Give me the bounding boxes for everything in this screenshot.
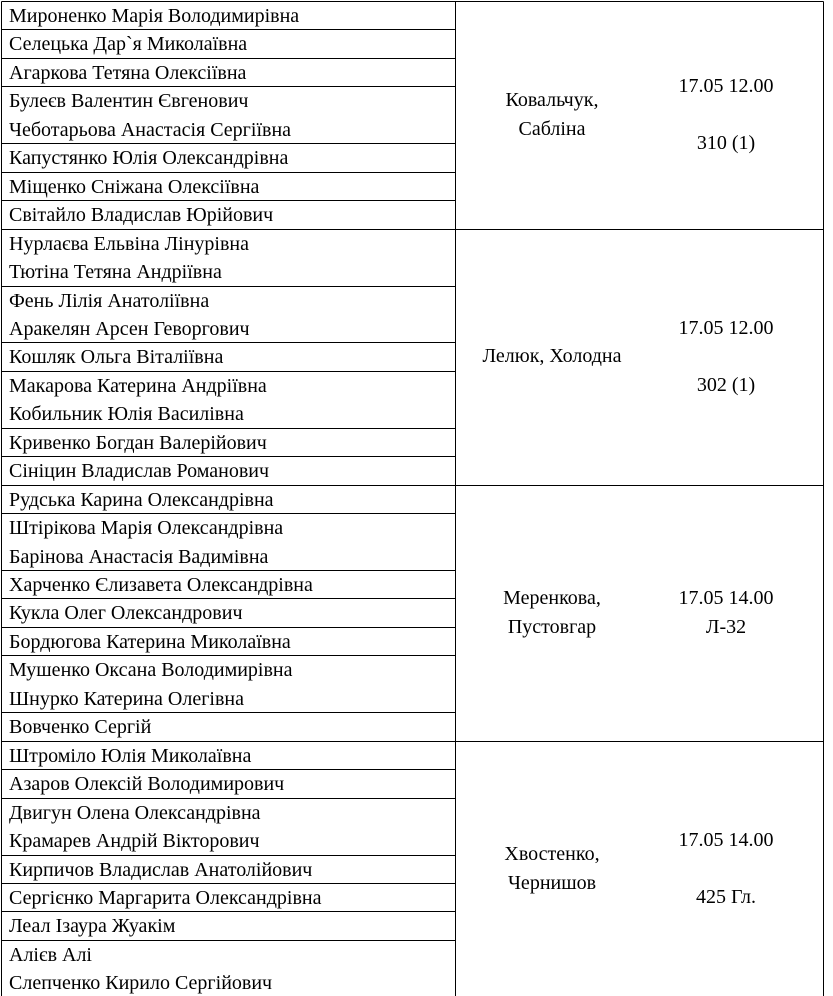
exam-datetime: 17.05 12.00 <box>678 75 774 97</box>
student-name: Нурлаєва Ельвіна Лінурівна <box>9 233 249 255</box>
exam-datetime: 17.05 12.00 <box>678 317 774 339</box>
student-name: Шнурко Катерина Олегівна <box>9 688 244 710</box>
student-name: Чеботарьова Анастасія Сергіївна <box>9 119 292 141</box>
exam-datetime: 17.05 14.00 <box>678 587 774 609</box>
student-name: Кобильник Юлія Василівна <box>9 403 244 425</box>
exam-room: 310 (1) <box>696 132 756 154</box>
student-name: Кошляк Ольга Віталіївна <box>9 346 224 368</box>
student-name: Міщенко Сніжана Олексіївна <box>9 176 260 198</box>
student-name: Крамарев Андрій Вікторович <box>9 830 260 852</box>
exam-room: Л-32 <box>705 616 747 638</box>
teacher-name: Сабліна <box>518 118 586 140</box>
student-name: Харченко Єлизавета Олександрівна <box>9 574 313 596</box>
teacher-name: Меренкова, <box>503 587 601 609</box>
student-name: Кукла Олег Олександрович <box>9 602 243 624</box>
exam-datetime: 17.05 14.00 <box>678 829 774 851</box>
student-name: Бордюгова Катерина Миколаївна <box>9 631 291 653</box>
student-name: Аракелян Арсен Геворгович <box>9 318 250 340</box>
student-name: Селецька Дар`я Миколаївна <box>9 33 248 55</box>
student-name: Мушенко Оксана Володимирівна <box>9 659 293 681</box>
student-name: Макарова Катерина Андріївна <box>9 375 267 397</box>
student-name: Булеєв Валентин Євгенович <box>9 90 249 112</box>
teacher-name: Пустовгар <box>507 616 597 638</box>
student-name: Слепченко Кирило Сергійович <box>9 972 273 994</box>
student-name: Сергієнко Маргарита Олександрівна <box>9 887 322 909</box>
student-name: Сініцин Владислав Романович <box>9 460 270 482</box>
student-name: Двигун Олена Олександрівна <box>9 802 261 824</box>
student-name: Тютіна Тетяна Андріївна <box>9 261 222 283</box>
student-name: Світайло Владислав Юрійович <box>9 204 274 226</box>
student-name: Рудська Карина Олександрівна <box>9 489 274 511</box>
exam-room: 425 Гл. <box>695 886 757 908</box>
student-name: Мироненко Марія Володимирівна <box>9 5 300 27</box>
student-name: Кривенко Богдан Валерійович <box>9 432 267 454</box>
exam-room: 302 (1) <box>696 374 756 396</box>
student-name: Кирпичов Владислав Анатолійович <box>9 859 313 881</box>
student-name: Капустянко Юлія Олександрівна <box>9 147 289 169</box>
student-name: Леал Ізаура Жуакім <box>9 915 176 937</box>
teacher-name: Ковальчук, <box>505 89 599 111</box>
teacher-name: Хвостенко, <box>504 843 600 865</box>
student-name: Штроміло Юлія Миколаївна <box>9 745 252 767</box>
student-name: Барінова Анастасія Вадимівна <box>9 546 269 568</box>
student-name: Алієв Алі <box>9 944 92 966</box>
student-name: Штірікова Марія Олександрівна <box>9 517 284 539</box>
teacher-name: Чернишов <box>507 872 597 894</box>
student-name: Фень Лілія Анатоліївна <box>9 290 210 312</box>
student-name: Азаров Олексій Володимирович <box>9 773 285 795</box>
student-name: Вовченко Сергій <box>9 716 152 738</box>
teacher-name: Лелюк, Холодна <box>482 345 622 367</box>
student-name: Агаркова Тетяна Олексіївна <box>9 62 247 84</box>
